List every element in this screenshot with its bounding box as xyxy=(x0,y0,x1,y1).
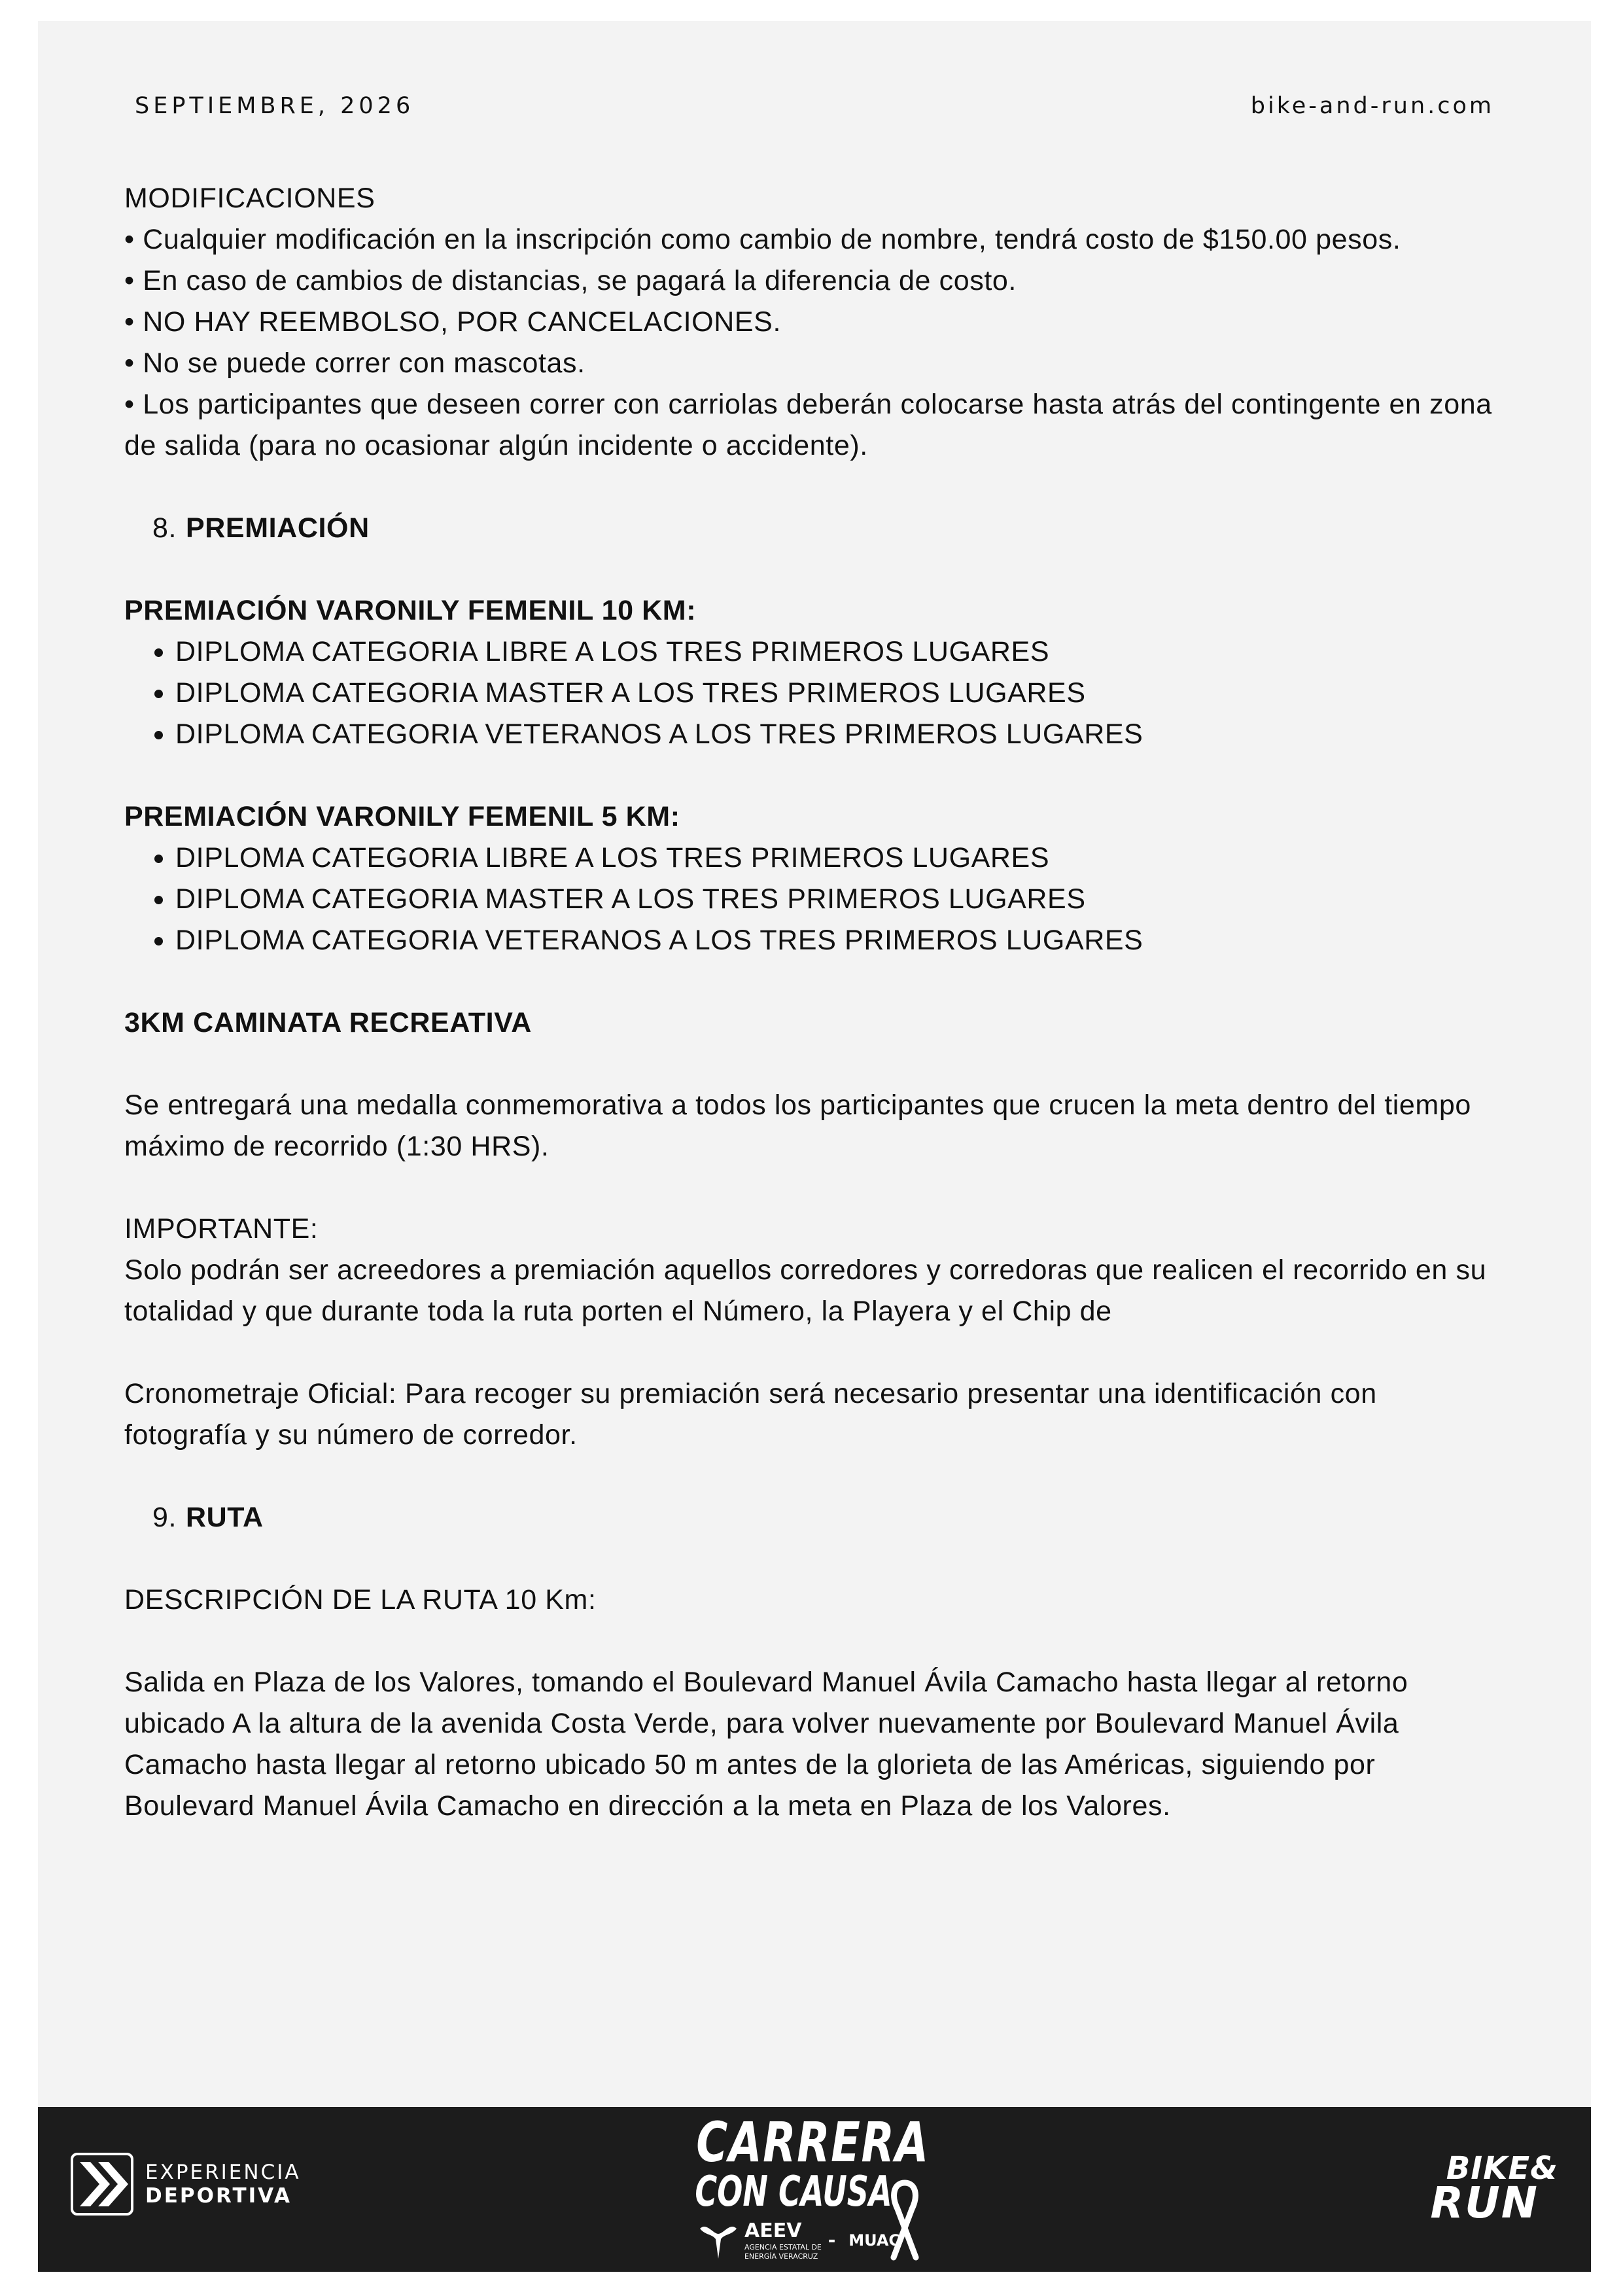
ruta-description-text: Salida en Plaza de los Valores, tomando el Boulevard Manuel Ávila Camacho hasta llegar al retorno ubicado A la altura de la avenida Costa Verde, para volver nuevamente por Boulevard Manuel Ávila Camacho hasta llegar al retorno ubicado 50 m antes de la glorieta de las Américas, siguiendo por Boulevard Manuel Ávila Camacho en dirección a la meta en Plaza de los Valores. xyxy=(124,1667,1408,1822)
logo-title-line: CON CAUSA xyxy=(695,2168,892,2216)
muac-text: MUAC xyxy=(848,2231,901,2250)
section-heading-ruta xyxy=(124,1497,1499,1538)
list-item: • DIPLOMA CATEGORIA LIBRE A LOS TRES PRIMEROS LUGARES xyxy=(175,838,1499,879)
logo-title-line: CARRERA xyxy=(696,2110,930,2174)
aeev-text: AEEV xyxy=(744,2219,802,2242)
list-item: • DIPLOMA CATEGORIA VETERANOS A LOS TRES PRIMEROS LUGARES xyxy=(175,714,1499,755)
aeev-subtext: ENERGÍA VERACRUZ xyxy=(744,2252,818,2261)
section-number: 8. xyxy=(152,512,177,544)
page-header xyxy=(135,93,1494,119)
section-number: 9. xyxy=(152,1502,177,1533)
importante-title: IMPORTANTE: xyxy=(124,1213,319,1245)
logo-text-line: DEPORTIVA xyxy=(145,2184,292,2208)
caminata-title: 3KM CAMINATA RECREATIVA xyxy=(124,1007,532,1038)
list-item: • DIPLOMA CATEGORIA VETERANOS A LOS TRES PRIMEROS LUGARES xyxy=(175,920,1499,961)
section-title: PREMIACIÓN xyxy=(186,512,370,544)
header-date: SEPTIEMBRE, 2026 xyxy=(135,93,415,119)
modificaciones-item: • No se puede correr con mascotas. xyxy=(124,347,585,379)
logo-text-line: EXPERIENCIA xyxy=(145,2161,301,2184)
logo-text-line: RUN xyxy=(1430,2178,1539,2228)
premiacion-5km-title: PREMIACIÓN VARONILY FEMENIL 5 KM: xyxy=(124,801,680,832)
carrera-con-causa-logo xyxy=(666,2112,941,2269)
cronometraje-text: Cronometraje Oficial: Para recoger su premiación será necesario presentar una identificación con fotografía y su número de corredor. xyxy=(124,1378,1377,1451)
premiacion-10km-list xyxy=(124,631,1499,755)
experiencia-deportiva-logo xyxy=(71,2153,301,2216)
list-item: • DIPLOMA CATEGORIA LIBRE A LOS TRES PRIMEROS LUGARES xyxy=(175,631,1499,673)
modificaciones-item: • En caso de cambios de distancias, se pagará la diferencia de costo. xyxy=(124,265,1017,296)
double-chevron-logo-icon xyxy=(71,2153,133,2216)
logo-separator: - xyxy=(828,2227,836,2252)
modificaciones-item: • NO HAY REEMBOLSO, POR CANCELACIONES. xyxy=(124,306,781,338)
modificaciones-item: • Cualquier modificación en la inscripción como cambio de nombre, tendrá costo de $150.00 pesos. xyxy=(124,224,1401,255)
ruta-description-title: DESCRIPCIÓN DE LA RUTA 10 Km: xyxy=(124,1584,597,1616)
aeev-emblem-icon xyxy=(697,2221,739,2260)
section-title: RUTA xyxy=(186,1502,264,1533)
section-heading-premiacion xyxy=(124,508,1499,549)
importante-text: Solo podrán ser acreedores a premiación aquellos corredores y corredoras que realicen el recorrido en su totalidad y que durante toda la ruta porten el Número, la Playera y el Chip de xyxy=(124,1254,1487,1327)
bike-and-run-logo xyxy=(1430,2150,1558,2228)
document-page xyxy=(38,21,1591,2272)
caminata-text: Se entregará una medalla conmemorativa a todos los participantes que crucen la meta dentro del tiempo máximo de recorrido (1:30 HRS). xyxy=(124,1089,1471,1162)
modificaciones-item: • Los participantes que deseen correr con carriolas deberán colocarse hasta atrás del contingente en zona de salida (para no ocasionar algún incidente o accidente). xyxy=(124,389,1492,461)
list-item: • DIPLOMA CATEGORIA MASTER A LOS TRES PRIMEROS LUGARES xyxy=(175,673,1499,714)
aeev-subtext: AGENCIA ESTATAL DE xyxy=(744,2243,822,2252)
premiacion-10km-title: PREMIACIÓN VARONILY FEMENIL 10 KM: xyxy=(124,595,697,626)
list-item: • DIPLOMA CATEGORIA MASTER A LOS TRES PRIMEROS LUGARES xyxy=(175,879,1499,920)
premiacion-5km-list xyxy=(124,838,1499,961)
document-body xyxy=(124,178,1499,1827)
header-site-link[interactable]: bike-and-run.com xyxy=(1250,93,1494,119)
modificaciones-title: MODIFICACIONES xyxy=(124,183,375,214)
aeev-muac-lockup xyxy=(697,2219,900,2261)
logo-text-line: BIKE& xyxy=(1446,2150,1558,2187)
page-footer xyxy=(38,2107,1591,2272)
